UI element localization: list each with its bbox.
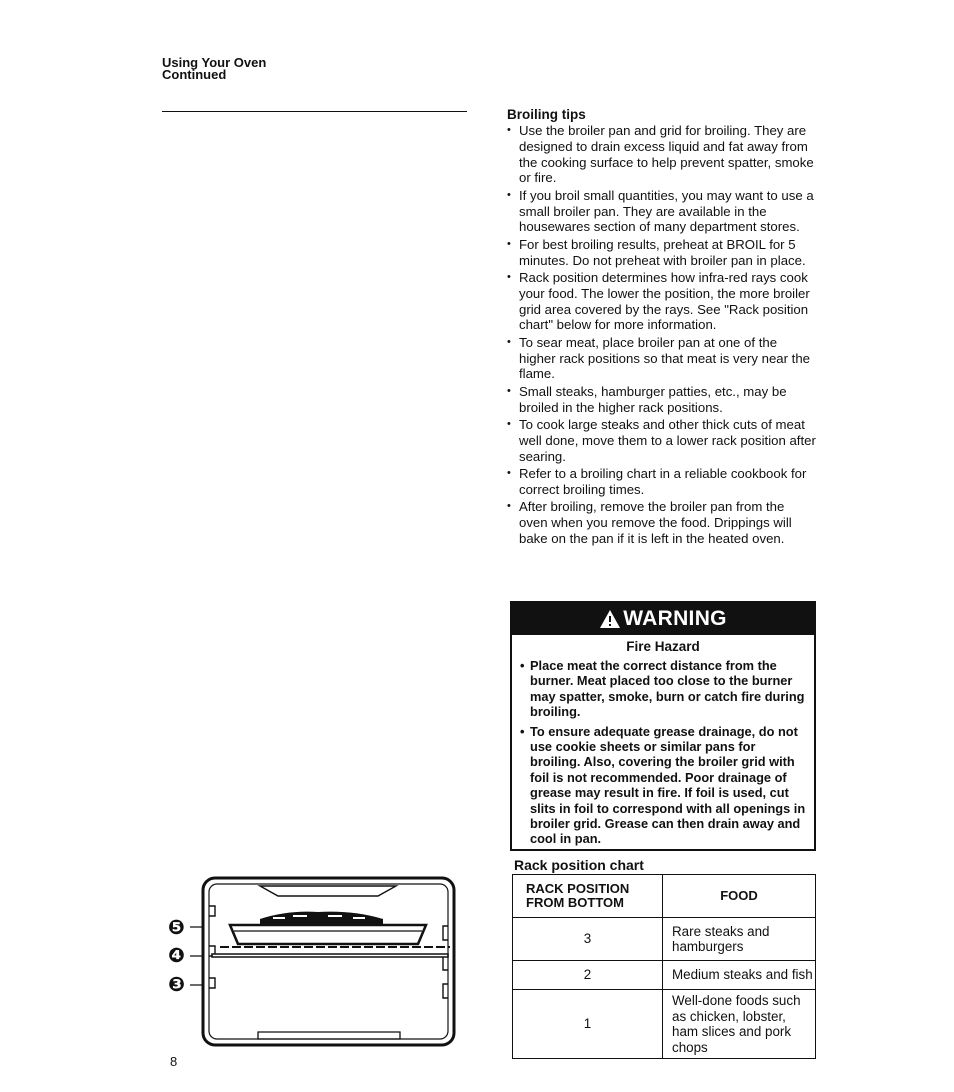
warning-header xyxy=(512,603,814,635)
oven-cavity xyxy=(203,878,454,1045)
food-cell: Medium steaks and fish xyxy=(663,961,816,990)
label-leader-lines xyxy=(190,927,202,985)
rack-support-left xyxy=(209,906,215,988)
tip-item: • To cook large steaks and other thick cuts of meat well done, move them to a lower rack position after searing. xyxy=(506,417,816,464)
tip-item: • If you broil small quantities, you may want to use a small broiler pan. They are available in the housewares section of many department stores. xyxy=(506,188,816,235)
page-number: 8 xyxy=(170,1054,178,1069)
header-line: FROM BOTTOM xyxy=(526,895,624,910)
rack-label-3: ❺ xyxy=(168,915,185,939)
rack-position-cell: 1 xyxy=(513,990,663,1059)
food-cell: Well-done foods such as chicken, lobster, ham slices and pork chops xyxy=(663,990,816,1059)
warning-item: • Place meat the correct distance from the burner. Meat placed too close to the burner may spatter, smoke, burn or catch fire during broiling. xyxy=(530,658,808,720)
column-header-food: FOOD xyxy=(663,875,816,918)
rack-position-table xyxy=(512,874,816,1059)
warning-triangle-icon xyxy=(599,609,621,629)
broiler-burner xyxy=(260,886,396,896)
oven-rack-diagram xyxy=(168,872,460,1050)
column-header-position xyxy=(513,875,663,918)
oven-cavity-inner xyxy=(209,884,448,1039)
rack-chart-title: Rack position chart xyxy=(514,857,644,873)
bottom-vent xyxy=(258,1032,400,1039)
broiler-pan xyxy=(230,925,426,944)
tip-item: • To sear meat, place broiler pan at one of the higher rack positions so that meat is very near the flame. xyxy=(506,335,816,382)
tip-item: • Rack position determines how infra-red rays cook your food. The lower the position, the more broiler grid area covered by the rays. See "Rack position chart" below for more information. xyxy=(506,270,816,333)
rack-position-cell: 2 xyxy=(513,961,663,990)
warning-subtitle: Fire Hazard xyxy=(626,639,700,654)
header-divider xyxy=(162,111,467,112)
page-header xyxy=(162,57,266,81)
section-title: Using Your Oven xyxy=(162,55,267,70)
warning-list xyxy=(512,658,814,847)
broiling-tips-list xyxy=(506,123,816,546)
broiling-tips-title: Broiling tips xyxy=(507,107,586,122)
tip-item: • Refer to a broiling chart in a reliable cookbook for correct broiling times. xyxy=(506,466,816,498)
section-subtitle: Continued xyxy=(162,67,227,82)
tip-item: • For best broiling results, preheat at BROIL for 5 minutes. Do not preheat with broiler pan in place. xyxy=(506,237,816,269)
header-line: RACK POSITION xyxy=(526,880,630,896)
table-row xyxy=(513,918,816,961)
warning-heading: WARNING xyxy=(623,607,727,630)
rack-support-right xyxy=(443,926,448,998)
rack-position-cell: 3 xyxy=(513,918,663,961)
rack-2 xyxy=(212,954,448,957)
food-cell: Rare steaks and hamburgers xyxy=(663,918,816,961)
warning-item: • To ensure adequate grease drainage, do not use cookie sheets or similar pans for broiling. Also, covering the broiler grid with foil is not recommended. Poor drainage of grease may result in fire. If foil is used, cut slits in foil to correspond with all openings in broiler grid. Grease can then drain away and cool in pan. xyxy=(530,724,808,847)
rack-label-1: ❸ xyxy=(168,972,185,996)
warning-box xyxy=(510,601,816,851)
tip-item: • Small steaks, hamburger patties, etc., may be broiled in the higher rack positions. xyxy=(506,384,816,416)
rack-label-2: ❹ xyxy=(168,943,185,967)
broiling-tips-section xyxy=(506,107,816,548)
tip-item: • After broiling, remove the broiler pan from the oven when you remove the food. Drippings will bake on the pan if it is left in the heated oven. xyxy=(506,499,816,546)
table-header-row xyxy=(513,875,816,918)
table-row xyxy=(513,990,816,1059)
table-row xyxy=(513,961,816,990)
tip-item: • Use the broiler pan and grid for broiling. They are designed to drain excess liquid and fat away from the cooking surface to help prevent spatter, smoke or fire. xyxy=(506,123,816,186)
